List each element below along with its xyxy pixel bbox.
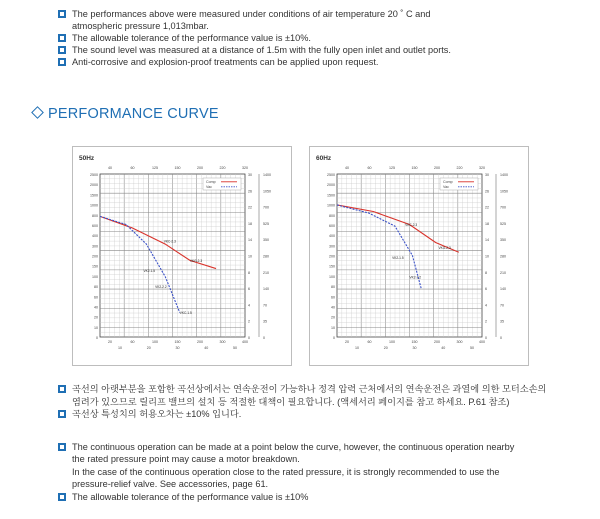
left-tick-label: 1000	[90, 203, 98, 208]
top-tick-label: 40	[345, 166, 349, 170]
right-tick-label: 0	[263, 336, 265, 340]
note-item-ko: 곡선의 아랫부분을 포함한 곡선상에서는 연속운전이 가능하나 정격 압력 근처에서의 연속운전은 과열에 의한 모터소손의 염려가 있으므로 릴리프 밸브의 설치 등 적절한 대책이 필요합니다. (액세서리 페이지를 참고 하세요. P.61 참조)	[54, 383, 584, 408]
right-tick-label: 210	[500, 270, 506, 275]
right-tick-label: 35	[500, 319, 504, 324]
left-tick-label: 10	[331, 325, 335, 330]
left-tick-label: 2500	[327, 173, 335, 177]
left-tick-label: 150	[329, 264, 335, 269]
top-tick-label: 60	[130, 166, 135, 170]
left-tick-label: 400	[92, 234, 98, 239]
left-tick-label: 800	[92, 213, 98, 218]
left-tick-label: 600	[329, 223, 335, 228]
bottom-tick-label: 20	[108, 340, 112, 344]
bottom-tick-label: 150	[174, 340, 181, 344]
right-tick-label: 0	[248, 336, 250, 340]
note-item: The sound level was measured at a distance of 1.5m with the fully open inlet and outlet ports.	[54, 44, 574, 56]
left-tick-label: 2500	[90, 173, 98, 177]
note-item-en: The allowable tolerance of the performance value is ±10%	[54, 491, 584, 504]
bottom-tick-label: 20	[345, 340, 349, 344]
right-tick-label: 1050	[263, 189, 271, 194]
top-tick-label: 150	[174, 166, 181, 170]
left-tick-label: 300	[92, 244, 98, 249]
bottom-tick-label: 150	[411, 340, 418, 344]
curve-label: VKC-1.5	[179, 311, 192, 316]
curve-label: VKG-2.3	[189, 259, 203, 264]
bottom-tick-label: 100	[152, 340, 158, 344]
bottom-tick-label: 400	[479, 340, 485, 344]
top-tick-label: 40	[108, 166, 112, 170]
curve-label: VKG-2.3	[438, 245, 451, 250]
bullet-square-icon	[58, 34, 66, 42]
left-tick-label: 100	[92, 274, 98, 279]
notes-top	[54, 8, 574, 68]
left-tick-label: 1500	[327, 193, 335, 198]
right-tick-label: 10	[248, 254, 252, 259]
bottom-tick-label: 60	[367, 340, 372, 344]
right-tick-label: 30	[485, 173, 489, 177]
left-tick-label: 20	[331, 315, 335, 320]
top-tick-label: 320	[479, 166, 485, 170]
bullet-square-icon	[58, 10, 66, 18]
bottom-tick-label: 300	[219, 340, 226, 344]
bottom-tick-label: 10	[118, 346, 122, 350]
bottom-tick-label: 40	[441, 346, 446, 350]
bottom-tick-label: 40	[204, 346, 209, 350]
left-tick-label: 40	[331, 305, 335, 310]
right-tick-label: 525	[500, 221, 506, 226]
right-tick-label: 2	[248, 319, 250, 324]
right-tick-label: 14	[485, 238, 489, 243]
right-tick-label: 8	[485, 270, 487, 275]
left-tick-label: 600	[92, 223, 98, 228]
right-tick-label: 525	[263, 221, 269, 226]
chart-label: 60Hz	[316, 155, 332, 162]
right-tick-label: 70	[500, 303, 504, 308]
bottom-tick-label: 30	[412, 346, 417, 350]
right-tick-label: 4	[485, 303, 487, 308]
top-tick-label: 220	[219, 166, 226, 170]
right-tick-label: 1400	[263, 173, 271, 177]
right-tick-label: 1050	[500, 189, 508, 194]
bottom-tick-label: 50	[470, 346, 474, 350]
bottom-tick-label: 10	[355, 346, 359, 350]
left-tick-label: 150	[92, 264, 98, 269]
note-item-ko: 곡선상 특성치의 허용오차는 ±10% 입니다.	[54, 408, 584, 421]
right-tick-label: 6	[248, 287, 250, 292]
bottom-tick-label: 20	[146, 346, 151, 350]
left-tick-label: 1000	[327, 203, 335, 208]
left-tick-label: 10	[94, 325, 98, 330]
bottom-tick-label: 50	[233, 346, 237, 350]
bottom-tick-label: 400	[242, 340, 248, 344]
top-tick-label: 200	[197, 166, 203, 170]
left-tick-label: 60	[94, 295, 98, 300]
note-item: The allowable tolerance of the performance value is ±10%.	[54, 32, 574, 44]
right-tick-label: 26	[248, 189, 252, 194]
left-tick-label: 20	[94, 315, 98, 320]
section-title: PERFORMANCE CURVE	[33, 106, 219, 122]
top-tick-label: 200	[434, 166, 440, 170]
left-tick-label: 300	[329, 244, 335, 249]
left-tick-label: 2000	[90, 183, 98, 188]
chart-label: 50Hz	[79, 155, 95, 162]
bullet-square-icon	[58, 443, 66, 451]
top-tick-label: 220	[456, 166, 463, 170]
legend-vac-label: Vac	[206, 185, 212, 189]
left-tick-label: 800	[329, 213, 335, 218]
bullet-square-icon	[58, 46, 66, 54]
left-tick-label: 0	[333, 336, 335, 340]
right-tick-label: 700	[263, 205, 269, 210]
bottom-tick-label: 100	[389, 340, 395, 344]
top-tick-label: 150	[411, 166, 418, 170]
left-tick-label: 400	[329, 234, 335, 239]
top-tick-label: 125	[152, 166, 158, 170]
right-tick-label: 1400	[500, 173, 508, 177]
legend-comp-label: Comp	[443, 180, 453, 184]
right-tick-label: 140	[263, 287, 269, 292]
left-tick-label: 40	[94, 305, 98, 310]
right-tick-label: 140	[500, 287, 506, 292]
right-tick-label: 4	[248, 303, 250, 308]
diamond-icon	[31, 106, 44, 119]
right-tick-label: 700	[500, 205, 506, 210]
right-tick-label: 210	[263, 270, 269, 275]
curve-label: VKC-2.3	[163, 239, 176, 244]
left-tick-label: 80	[331, 285, 335, 290]
chart-60hz	[309, 146, 529, 366]
bottom-tick-label: 300	[456, 340, 463, 344]
right-tick-label: 26	[485, 189, 489, 194]
right-tick-label: 70	[263, 303, 267, 308]
bullet-square-icon	[58, 58, 66, 66]
bullet-square-icon	[58, 493, 66, 501]
top-tick-label: 60	[367, 166, 372, 170]
right-tick-label: 6	[485, 287, 487, 292]
bullet-square-icon	[58, 410, 66, 418]
left-tick-label: 200	[92, 254, 98, 259]
left-tick-label: 80	[94, 285, 98, 290]
right-tick-label: 280	[500, 254, 506, 259]
right-tick-label: 18	[485, 221, 489, 226]
left-tick-label: 100	[329, 274, 335, 279]
left-tick-label: 1500	[90, 193, 98, 198]
curve-label: VKC-2.3	[405, 223, 418, 228]
right-tick-label: 0	[500, 336, 502, 340]
right-tick-label: 14	[248, 238, 252, 243]
left-tick-label: 60	[331, 295, 335, 300]
right-tick-label: 35	[263, 319, 267, 324]
legend-comp-label: Comp	[206, 180, 216, 184]
right-tick-label: 30	[248, 173, 252, 177]
right-tick-label: 22	[485, 205, 489, 210]
top-tick-label: 125	[389, 166, 395, 170]
curve-label: VK2-2.2	[409, 275, 422, 280]
curve-label: VK2-1.5	[143, 268, 156, 273]
bottom-tick-label: 200	[197, 340, 203, 344]
performance-graph	[310, 147, 528, 365]
notes-bottom	[54, 383, 584, 503]
performance-graph	[73, 147, 291, 365]
right-tick-label: 280	[263, 254, 269, 259]
bottom-tick-label: 60	[130, 340, 135, 344]
curve-label: VK2-1.5	[392, 255, 404, 260]
bottom-tick-label: 20	[383, 346, 388, 350]
curve-label: VK2-2.2	[155, 285, 167, 290]
right-tick-label: 22	[248, 205, 252, 210]
bottom-tick-label: 30	[175, 346, 180, 350]
top-tick-label: 320	[242, 166, 248, 170]
right-tick-label: 0	[485, 336, 487, 340]
note-item: Anti-corrosive and explosion-proof treatments can be applied upon request.	[54, 56, 574, 68]
bottom-tick-label: 200	[434, 340, 440, 344]
right-tick-label: 10	[485, 254, 489, 259]
legend-vac-label: Vac	[443, 185, 449, 189]
note-item-en: The continuous operation can be made at a point below the curve, however, the continuous operation nearby the rated pressure point may cause a motor breakdown. In the case of the continuous operation close to the rated pressure, it is strongly recommended to use the pressure-relief valve. See accessories, page 61.	[54, 441, 584, 491]
note-item: The performances above were measured under conditions of air temperature 20 ˚ C and atmospheric pressure 1,013mbar.	[54, 8, 574, 32]
right-tick-label: 18	[248, 221, 252, 226]
right-tick-label: 8	[248, 270, 250, 275]
right-tick-label: 350	[500, 238, 506, 243]
left-tick-label: 200	[329, 254, 335, 259]
chart-50hz	[72, 146, 292, 366]
bullet-square-icon	[58, 385, 66, 393]
left-tick-label: 2000	[327, 183, 335, 188]
left-tick-label: 0	[96, 336, 98, 340]
right-tick-label: 350	[263, 238, 269, 243]
right-tick-label: 2	[485, 319, 487, 324]
